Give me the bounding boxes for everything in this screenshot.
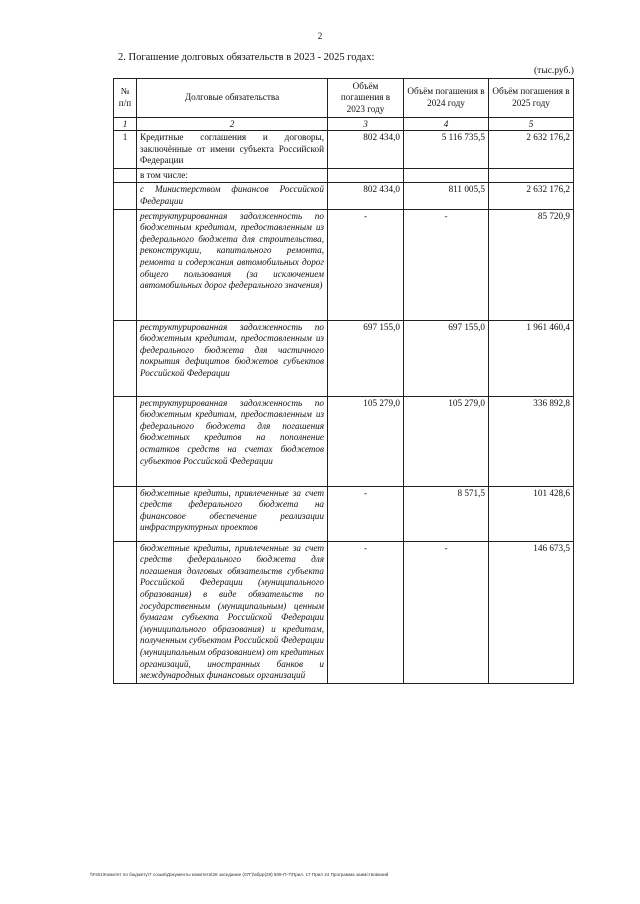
column-number: 1 bbox=[114, 118, 137, 131]
row-number bbox=[114, 168, 137, 183]
value-2024: - bbox=[404, 541, 489, 683]
value-2025: 101 428,6 bbox=[489, 486, 574, 541]
value-2025: 2 632 176,2 bbox=[489, 183, 574, 209]
value-2025: 146 673,5 bbox=[489, 541, 574, 683]
row-number bbox=[114, 541, 137, 683]
row-number bbox=[114, 209, 137, 320]
table-row bbox=[114, 396, 574, 486]
value-2023: - bbox=[328, 486, 404, 541]
page-number: 2 bbox=[317, 31, 323, 41]
value-2024: 5 116 735,5 bbox=[404, 131, 489, 169]
value-2024 bbox=[404, 168, 489, 183]
header-num: № п/п bbox=[114, 79, 137, 118]
column-number: 2 bbox=[137, 118, 328, 131]
value-2023: 105 279,0 bbox=[328, 396, 404, 486]
value-2023: 802 434,0 bbox=[328, 183, 404, 209]
row-number bbox=[114, 320, 137, 396]
value-2023: 802 434,0 bbox=[328, 131, 404, 169]
column-number: 4 bbox=[404, 118, 489, 131]
column-number-row bbox=[114, 118, 574, 131]
table-row bbox=[114, 168, 574, 183]
obligation-name: бюджетные кредиты, привлеченные за счет средств федерального бюджета на финансовое обеспечение реализации инфраструктурных проектов bbox=[137, 486, 328, 541]
value-2023: 697 155,0 bbox=[328, 320, 404, 396]
row-number bbox=[114, 183, 137, 209]
obligation-name: реструктурированная задолженность по бюджетным кредитам, предоставленным из федерального бюджета для погашения бюджетных кредитов на пополнение остатков средств на счетах бюджетов субъектов Российской Федерации bbox=[137, 396, 328, 486]
value-2025: 1 961 460,4 bbox=[489, 320, 574, 396]
obligation-name: реструктурированная задолженность по бюджетным кредитам, предоставленным из федерального бюджета для частичного покрытия дефицитов бюджетов субъектов Российской Федерации bbox=[137, 320, 328, 396]
value-2024: 8 571,5 bbox=[404, 486, 489, 541]
value-2025: 2 632 176,2 bbox=[489, 131, 574, 169]
table-row bbox=[114, 183, 574, 209]
value-2023: - bbox=[328, 541, 404, 683]
table-row bbox=[114, 541, 574, 683]
row-number bbox=[114, 396, 137, 486]
value-2024: 697 155,0 bbox=[404, 320, 489, 396]
file-path-footer: \\Fs01\Комитет по бюджету\7 созыв\Документы комитета\28 заседание (07Г)\вбрр(28) 508-П-7\Прил. 17 Прил 24 Программа заимствований bbox=[90, 872, 389, 877]
header-2025: Объём погашения в 2025 году bbox=[489, 79, 574, 118]
row-number: 1 bbox=[114, 131, 137, 169]
value-2025: 336 892,8 bbox=[489, 396, 574, 486]
value-2024: 105 279,0 bbox=[404, 396, 489, 486]
column-number: 5 bbox=[489, 118, 574, 131]
obligation-name: в том числе: bbox=[137, 168, 328, 183]
units-label: (тыс.руб.) bbox=[534, 66, 574, 76]
table-row bbox=[114, 320, 574, 396]
debt-repayment-table bbox=[113, 78, 574, 684]
obligation-name: бюджетные кредиты, привлеченные за счет средств федерального бюджета для погашения долговых обязательств субъекта Российской Федерации (муниципального образования) в виде обязательств по государственным (муниципальным) ценным бумагам субъекта Российской Федерации (муниципального образования) и кредитам, полученным субъектом Российской Федерации (муниципальным образованием) от кредитных организаций, иностранных банков и международных финансовых организаций bbox=[137, 541, 328, 683]
table-row bbox=[114, 209, 574, 320]
header-2023: Объём погашения в 2023 году bbox=[328, 79, 404, 118]
table-header-row bbox=[114, 79, 574, 118]
table-row bbox=[114, 131, 574, 169]
value-2024: 811 005,5 bbox=[404, 183, 489, 209]
value-2025 bbox=[489, 168, 574, 183]
value-2023 bbox=[328, 168, 404, 183]
value-2024: - bbox=[404, 209, 489, 320]
column-number: 3 bbox=[328, 118, 404, 131]
header-obligation: Долговые обязательства bbox=[137, 79, 328, 118]
value-2023: - bbox=[328, 209, 404, 320]
obligation-name: с Министерством финансов Российской Федерации bbox=[137, 183, 328, 209]
table-row bbox=[114, 486, 574, 541]
value-2025: 85 720,9 bbox=[489, 209, 574, 320]
obligation-name: Кредитные соглашения и договоры, заключённые от имени субъекта Российской Федерации bbox=[137, 131, 328, 169]
obligation-name: реструктурированная задолженность по бюджетным кредитам, предоставленным из федерального бюджета для строительства, реконструкции, капитального ремонта, ремонта и содержания автомобильных дорог общего пользования (за исключением автомобильных дорог федерального значения) bbox=[137, 209, 328, 320]
row-number bbox=[114, 486, 137, 541]
header-2024: Объём погашения в 2024 году bbox=[404, 79, 489, 118]
section-heading: 2. Погашение долговых обязательств в 2023 - 2025 годах: bbox=[118, 52, 375, 63]
